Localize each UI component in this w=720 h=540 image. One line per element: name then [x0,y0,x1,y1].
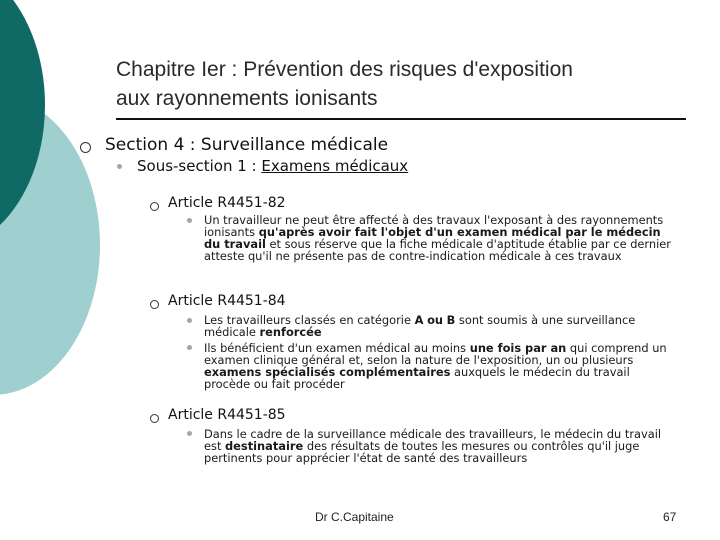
bold-text-segment: qu'après avoir fait l'objet d'un examen médical par le médecin du travail [204,225,661,251]
article-paragraph [204,314,674,338]
section-bullet-icon [80,142,91,153]
section-heading: Section 4 : Surveillance médicale [105,135,389,155]
article-bullet-icon [150,202,159,211]
text-segment: des résultats de toutes les mesures ou contrôles qu'il juge pertinents pour apprécier l'état de santé des travailleurs [204,439,640,465]
article-heading: Article R4451-82 [168,195,286,211]
footer-author: Dr C.Capitaine [315,510,394,524]
page-number: 67 [663,510,677,524]
slide-title [116,55,676,113]
subsection-prefix: Sous-section 1 : [137,157,262,175]
title-line-2: aux rayonnements ionisants [116,87,378,110]
text-segment: Les travailleurs classés en catégorie [204,313,415,327]
text-segment: et sous réserve que la fiche médicale d'aptitude établie par ce dernier atteste qu'il ne présente pas de contre-indication médicale à ces travaux [204,237,671,263]
title-underline [116,118,686,120]
text-segment: auxquels le médecin du travail procède ou fait procéder [204,365,630,391]
article-bullet-icon [150,300,159,309]
bold-text-segment: destinataire [225,439,304,453]
text-segment: qui comprend un examen clinique général et, selon la nature de l'exposition, un ou plusieurs [204,341,667,367]
paragraph-bullet-icon [187,218,192,223]
paragraph-bullet-icon [187,318,192,323]
paragraph-bullet-icon [187,431,192,436]
bold-text-segment: ou [427,313,443,327]
bold-text-segment: renforcée [259,325,322,339]
article-paragraph [204,342,674,390]
article-paragraph [204,214,674,262]
subsection-link[interactable]: Examens médicaux [261,157,409,175]
article-heading: Article R4451-85 [168,407,286,423]
text-segment: Un travailleur ne peut être affecté à des travaux l'exposant à des rayonnements ionisants [204,213,664,239]
paragraph-bullet-icon [187,345,192,350]
text-segment: Dans le cadre de la surveillance médicale des travailleurs, le médecin du travail est [204,427,662,453]
text-segment: sont soumis à une surveillance médicale [204,313,636,339]
bold-text-segment: examens spécialisés complémentaires [204,365,451,379]
article-bullet-icon [150,414,159,423]
subsection-bullet-icon [117,164,122,169]
bold-text-segment: B [446,313,456,327]
bold-text-segment: une fois par an [469,341,567,355]
text-segment: Ils bénéficient d'un examen médical au moins [204,341,470,355]
subsection-heading [137,157,408,175]
bold-text-segment: A [414,313,424,327]
article-heading: Article R4451-84 [168,293,286,309]
article-paragraph [204,428,674,464]
title-line-1: Chapitre Ier : Prévention des risques d'exposition [116,58,573,81]
